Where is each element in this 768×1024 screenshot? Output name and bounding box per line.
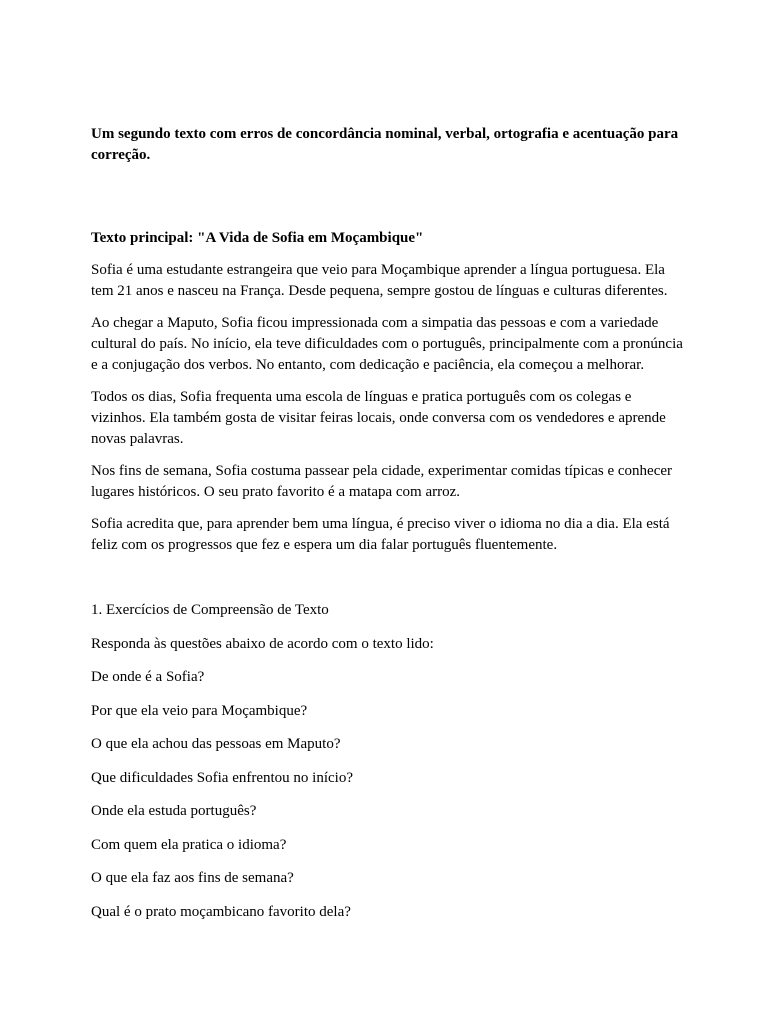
paragraph: Todos os dias, Sofia frequenta uma escola de línguas e pratica português com os colegas e vizinhos. Ela também gosta de visitar feiras locais, onde conversa com os vendedores e aprende novas palavras. [91, 389, 666, 447]
exercise-instruction: Responda às questões abaixo de acordo com o texto lido: [91, 635, 434, 652]
intro-text: Um segundo texto com erros de concordância nominal, verbal, ortografia e acentuação para correção. [91, 126, 679, 163]
question-item: Onde ela estuda português? [91, 803, 257, 819]
question-item: Por que ela veio para Moçambique? [91, 702, 308, 719]
paragraph: Nos fins de semana, Sofia costuma passear pela cidade, experimentar comidas típicas e conhecer lugares históricos. O seu prato favorito é a matapa com arroz. [91, 463, 673, 500]
paragraph: Ao chegar a Maputo, Sofia ficou impressionada com a simpatia das pessoas e com a variedade cultural do país. No início, ela teve dificuldades com o português, principalmente com a pronúncia e a conjugação dos verbos. No entanto, com dedicação e paciência, ela começou a melhorar. [91, 315, 683, 373]
question-item: O que ela achou das pessoas em Maputo? [91, 736, 341, 752]
paragraph: Sofia acredita que, para aprender bem uma língua, é preciso viver o idioma no dia a dia. Ela está feliz com os progressos que fez e espera um dia falar português fluentemente. [91, 516, 670, 553]
paragraph: Sofia é uma estudante estrangeira que veio para Moçambique aprender a língua portuguesa. Ela tem 21 anos e nasceu na França. Desde pequena, sempre gostou de línguas e culturas diferentes. [91, 262, 668, 299]
question-item: De onde é a Sofia? [91, 669, 205, 685]
main-text-title: Texto principal: "A Vida de Sofia em Moçambique" [91, 230, 424, 246]
exercise-title: 1. Exercícios de Compreensão de Texto [91, 602, 329, 618]
question-item: Com quem ela pratica o idioma? [91, 836, 287, 853]
question-item: O que ela faz aos fins de semana? [91, 870, 294, 886]
document-page [91, 124, 686, 923]
question-item: Que dificuldades Sofia enfrentou no início? [91, 769, 354, 786]
question-item: Qual é o prato moçambicano favorito dela? [91, 903, 351, 920]
